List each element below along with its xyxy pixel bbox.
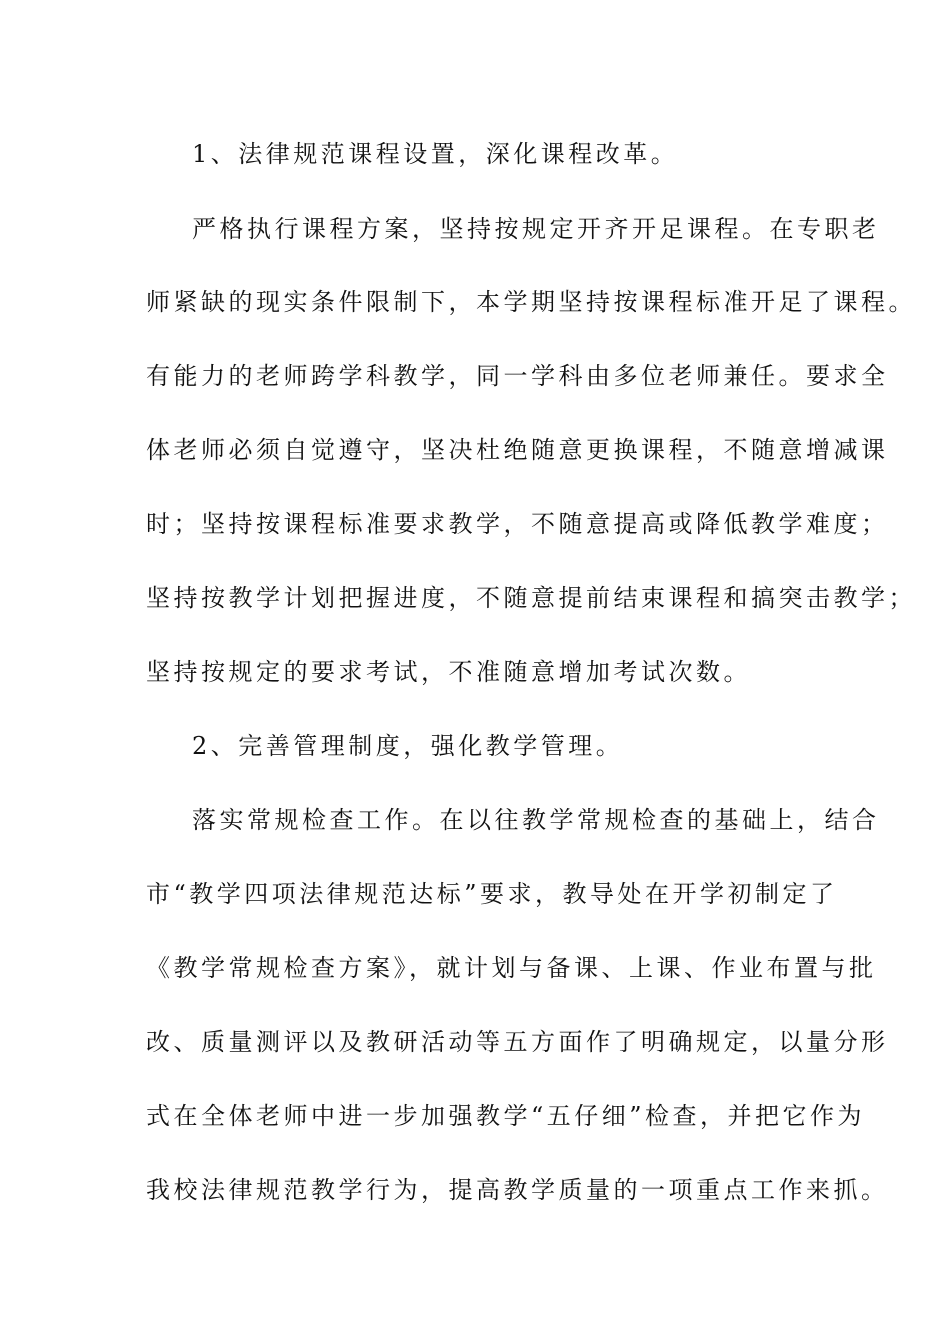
paragraph-1-line-6: 坚持按教学计划把握进度，不随意提前结束课程和搞突击教学； xyxy=(146,584,916,612)
heading-2: 2、完善管理制度，强化教学管理。 xyxy=(192,732,624,760)
paragraph-2-line-1: 落实常规检查工作。在以往教学常规检查的基础上，结合 xyxy=(192,806,880,834)
paragraph-1-line-2: 师紧缺的现实条件限制下，本学期坚持按课程标准开足了课程。 xyxy=(146,288,916,316)
paragraph-2-line-4: 改、质量测评以及教研活动等五方面作了明确规定，以量分形 xyxy=(146,1028,889,1056)
paragraph-1-line-7: 坚持按规定的要求考试，不准随意增加考试次数。 xyxy=(146,658,751,686)
paragraph-1-line-5: 时；坚持按课程标准要求教学，不随意提高或降低教学难度； xyxy=(146,510,889,538)
paragraph-1-line-3: 有能力的老师跨学科教学，同一学科由多位老师兼任。要求全 xyxy=(146,362,889,390)
paragraph-2-line-3: 《教学常规检查方案》，就计划与备课、上课、作业布置与批 xyxy=(146,954,877,982)
paragraph-2-line-6: 我校法律规范教学行为，提高教学质量的一项重点工作来抓。 xyxy=(146,1176,889,1204)
paragraph-2-line-5: 式在全体老师中进一步加强教学“五仔细”检查，并把它作为 xyxy=(146,1102,866,1130)
heading-1: 1、法律规范课程设置，深化课程改革。 xyxy=(192,140,679,168)
paragraph-1-line-4: 体老师必须自觉遵守，坚决杜绝随意更换课程，不随意增减课 xyxy=(146,436,889,464)
paragraph-1-line-1: 严格执行课程方案，坚持按规定开齐开足课程。在专职老 xyxy=(192,215,880,243)
paragraph-2-line-2: 市“教学四项法律规范达标”要求，教导处在开学初制定了 xyxy=(146,880,838,908)
